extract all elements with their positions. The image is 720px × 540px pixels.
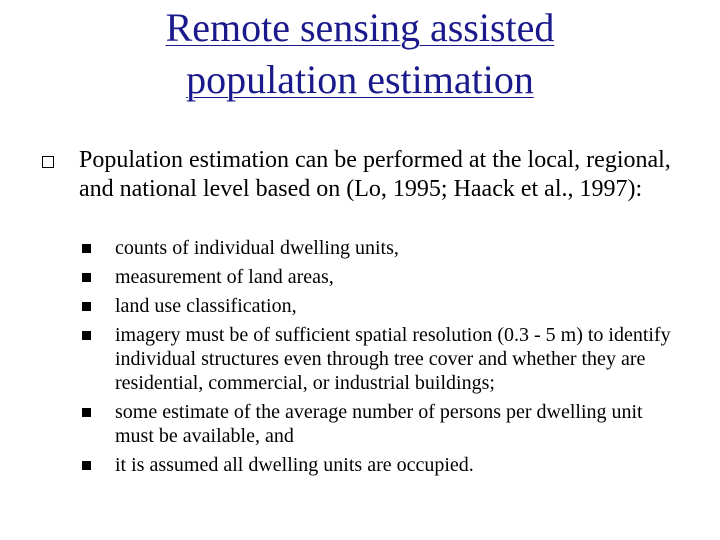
- sub-bullet-item: [82, 453, 682, 477]
- filled-square-bullet-icon: [82, 408, 91, 417]
- sub-bullet-text: it is assumed all dwelling units are occupied.: [115, 454, 474, 476]
- sub-bullet-item: [82, 323, 682, 395]
- main-bullet-text: Population estimation can be performed at the local, regional, and national level based on (Lo, 1995; Haack et al., 1997):: [79, 147, 671, 202]
- sub-bullet-item: [82, 294, 682, 318]
- slide-title: [60, 2, 660, 106]
- hollow-square-bullet-icon: [42, 156, 54, 168]
- filled-square-bullet-icon: [82, 302, 91, 311]
- title-line-1: Remote sensing assisted: [165, 5, 555, 50]
- title-line-2: population estimation: [186, 57, 534, 102]
- sub-bullet-text: imagery must be of sufficient spatial resolution (0.3 - 5 m) to identify individual structures even through tree cover and whether they are residential, commercial, or industrial buildings;: [115, 324, 671, 394]
- filled-square-bullet-icon: [82, 461, 91, 470]
- filled-square-bullet-icon: [82, 331, 91, 340]
- sub-bullet-text: land use classification,: [115, 295, 297, 317]
- filled-square-bullet-icon: [82, 273, 91, 282]
- filled-square-bullet-icon: [82, 244, 91, 253]
- sub-bullet-text: some estimate of the average number of persons per dwelling unit must be available, and: [115, 401, 643, 447]
- sub-bullet-list: [82, 236, 682, 482]
- sub-bullet-item: [82, 236, 682, 260]
- sub-bullet-text: measurement of land areas,: [115, 266, 334, 288]
- sub-bullet-text: counts of individual dwelling units,: [115, 237, 399, 259]
- sub-bullet-item: [82, 400, 682, 448]
- sub-bullet-item: [82, 265, 682, 289]
